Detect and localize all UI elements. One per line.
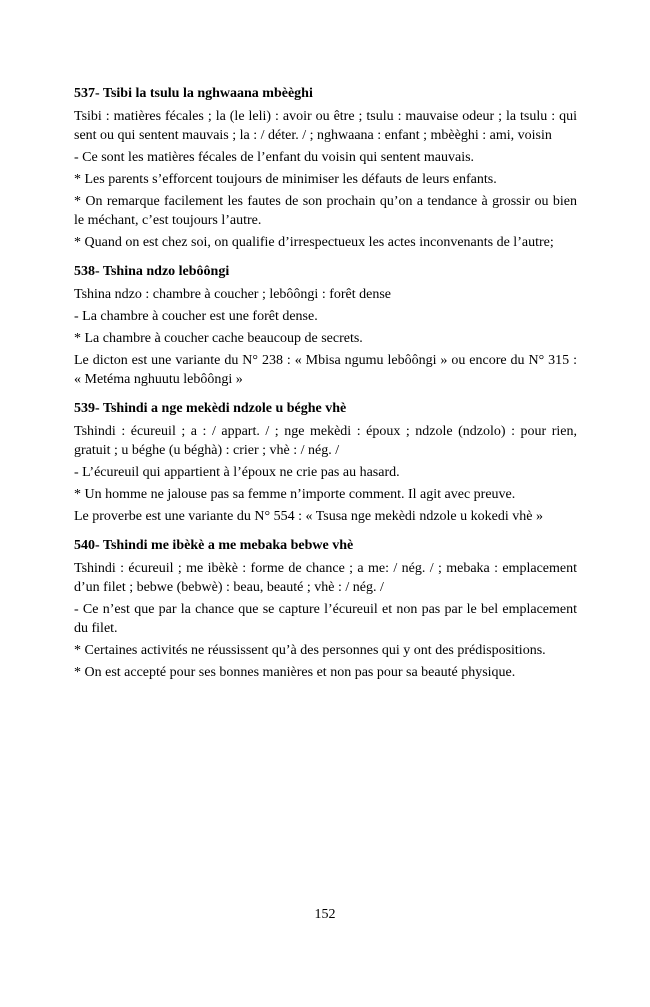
entry-heading: 540- Tshindi me ibèkè a me mebaka bebwe vhè (74, 538, 354, 553)
entry-paragraph: * Quand on est chez soi, on qualifie d’irrespectueux les actes inconvenants de l’autre; (74, 235, 554, 250)
entry-paragraph: - La chambre à coucher est une forêt dense. (74, 309, 318, 324)
entry-heading: 537- Tsibi la tsulu la nghwaana mbèèghi (74, 86, 313, 101)
entry-paragraph: - L’écureuil qui appartient à l’époux ne crie pas au hasard. (74, 465, 400, 480)
entry-paragraph: Tshindi : écureuil ; me ibèkè : forme de chance ; a me: / nég. / ; mebaka : emplacement d’un filet ; bebwe (bebwè) : beau, beauté ; vhè : / nég. / (74, 561, 577, 595)
page-body (74, 84, 577, 692)
entry-paragraph: Le proverbe est une variante du N° 554 : « Tsusa nge mekèdi ndzole u kokedi vhè » (74, 509, 543, 524)
entry-paragraph: * Certaines activités ne réussissent qu’à des personnes qui y ont des prédispositions. (74, 643, 546, 658)
entry-paragraph: * Les parents s’efforcent toujours de minimiser les défauts de leurs enfants. (74, 172, 497, 187)
entry-537 (74, 84, 577, 252)
entry-paragraph: Tsibi : matières fécales ; la (le leli) : avoir ou être ; tsulu : mauvaise odeur ; la tsulu : qui sent ou qui sentent mauvais ; la : / déter. / ; nghwaana : enfant ; mbèèghi : ami, voisin (74, 109, 577, 143)
entry-paragraph: * On est accepté pour ses bonnes manières et non pas pour sa beauté physique. (74, 665, 516, 680)
page-number: 152 (314, 907, 336, 922)
entry-heading: 539- Tshindi a nge mekèdi ndzole u béghe vhè (74, 401, 347, 416)
entry-539 (74, 399, 577, 526)
entry-540 (74, 536, 577, 682)
entry-paragraph: * On remarque facilement les fautes de son prochain qu’on a tendance à grossir ou bien le méchant, c’est toujours l’autre. (74, 194, 577, 228)
entry-paragraph: * La chambre à coucher cache beaucoup de secrets. (74, 331, 363, 346)
entry-paragraph: * Un homme ne jalouse pas sa femme n’importe comment. Il agit avec preuve. (74, 487, 516, 502)
entry-heading: 538- Tshina ndzo lebôôngi (74, 264, 230, 279)
entry-paragraph: Tshina ndzo : chambre à coucher ; lebôôngi : forêt dense (74, 287, 392, 302)
entry-paragraph: Tshindi : écureuil ; a : / appart. / ; nge mekèdi : époux ; ndzole (ndzolo) : pour rien, gratuit ; u béghe (u béghà) : crier ; vhè : / nég. / (74, 424, 577, 458)
entry-paragraph: - Ce sont les matières fécales de l’enfant du voisin qui sentent mauvais. (74, 150, 475, 165)
entry-paragraph: - Ce n’est que par la chance que se capture l’écureuil et non pas par le bel emplacement du filet. (74, 602, 577, 636)
entry-paragraph: Le dicton est une variante du N° 238 : « Mbisa ngumu lebôôngi » ou encore du N° 315 : « Metéma nghuutu lebôôngi » (74, 353, 577, 387)
entry-538 (74, 262, 577, 389)
